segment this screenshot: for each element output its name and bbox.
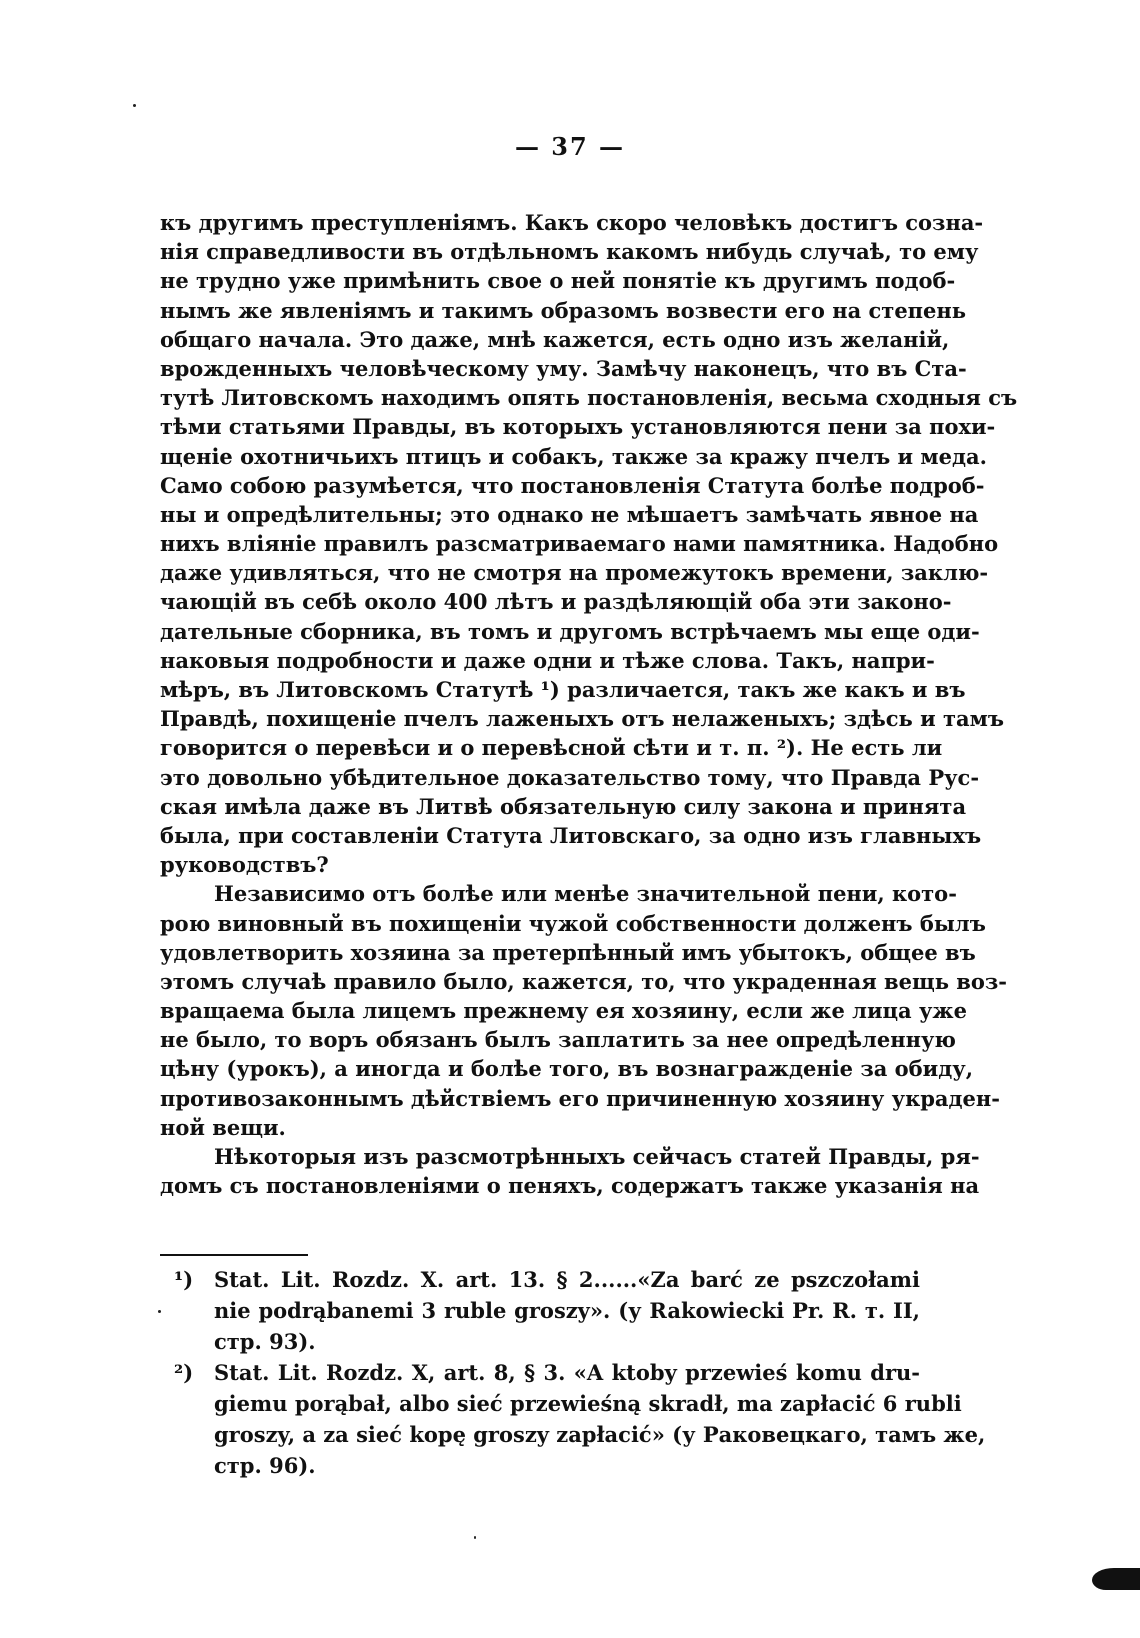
footnotes bbox=[174, 1264, 986, 1481]
scan-edge-artifact bbox=[1092, 1568, 1140, 1590]
text-line: щеніе охотничьихъ птицъ и собакъ, также за кражу пчелъ и меда. bbox=[160, 443, 987, 469]
footnote-line bbox=[174, 1388, 962, 1419]
text-line: говорится о перевѣси и о перевѣсной сѣти и т. п. ²). Не есть ли bbox=[160, 735, 943, 761]
scan-speck bbox=[158, 1310, 161, 1313]
text-line: чающій въ себѣ около 400 лѣтъ и раздѣляющій оба эти законо- bbox=[160, 589, 952, 615]
footnote-text: стр. 93). bbox=[214, 1329, 316, 1354]
footnote-marker: ¹) bbox=[174, 1267, 194, 1292]
text-line: ной вещи. bbox=[160, 1114, 286, 1140]
text-line: Независимо отъ болѣе или менѣе значительной пени, кото- bbox=[214, 881, 957, 907]
footnote-line bbox=[174, 1357, 920, 1388]
footnote-text: groszy, a za sieć kopę groszy zapłacić» (у Раковецкаго, тамъ же, bbox=[214, 1422, 986, 1447]
text-line: рою виновный въ похищеніи чужой собственности долженъ былъ bbox=[160, 910, 986, 936]
footnote-text: nie podrąbanemi 3 ruble groszy». (у Rakowiecki Pr. R. т. II, bbox=[214, 1298, 920, 1323]
text-line: тѣми статьями Правды, въ которыхъ установляются пени за похи- bbox=[160, 414, 996, 440]
footnote-divider bbox=[160, 1254, 308, 1256]
text-line: нымъ же явленіямъ и такимъ образомъ возвести его на степень bbox=[160, 297, 967, 323]
text-line: къ другимъ преступленіямъ. Какъ скоро человѣкъ достигъ созна- bbox=[160, 210, 984, 235]
footnote-line bbox=[174, 1450, 920, 1481]
footnote-line bbox=[174, 1264, 920, 1295]
text-line: даже удивляться, что не смотря на промежутокъ времени, заклю- bbox=[160, 560, 989, 586]
text-line: нія справедливости въ отдѣльномъ какомъ нибудь случаѣ, то ему bbox=[160, 239, 979, 265]
text-line: это довольно убѣдительное доказательство тому, что Правда Рус- bbox=[160, 764, 980, 790]
text-line: нихъ вліяніе правилъ разсматриваемаго нами памятника. Надобно bbox=[160, 531, 999, 557]
text-line: этомъ случаѣ правило было, кажется, то, что украденная вещь воз- bbox=[160, 968, 1008, 994]
scan-speck bbox=[133, 104, 136, 107]
text-line: руководствъ? bbox=[160, 852, 329, 878]
footnote-marker: ²) bbox=[174, 1360, 194, 1385]
text-line: не трудно уже примѣнить свое о ней понятіе къ другимъ подоб- bbox=[160, 268, 956, 294]
text-line: противозаконнымъ дѣйствіемъ его причиненную хозяину украден- bbox=[160, 1085, 1000, 1111]
text-line: была, при составленіи Статута Литовскаго, за одно изъ главныхъ bbox=[160, 822, 982, 848]
page-number: — 37 — bbox=[514, 132, 626, 161]
text-line: Правдѣ, похищеніе пчелъ лаженыхъ отъ нелаженыхъ; здѣсь и тамъ bbox=[160, 706, 1004, 732]
footnote-line bbox=[174, 1295, 920, 1326]
text-line: цѣну (урокъ), а иногда и болѣе того, въ вознагражденіе за обиду, bbox=[160, 1056, 974, 1082]
footnote-text: Stat. Lit. Rozdz. X. art. 13. § 2......«Za barć ze pszczołami bbox=[214, 1267, 920, 1292]
footnote-line bbox=[174, 1326, 920, 1357]
text-line: мѣръ, въ Литовскомъ Статутѣ ¹) различается, такъ же какъ и въ bbox=[160, 677, 966, 702]
footnote-line bbox=[174, 1419, 986, 1450]
text-line: не было, то воръ обязанъ былъ заплатить за нее опредѣленную bbox=[160, 1027, 956, 1053]
text-line: общаго начала. Это даже, мнѣ кажется, есть одно изъ желаній, bbox=[160, 326, 950, 352]
text-line: удовлетворить хозяина за претерпѣнный имъ убытокъ, общее въ bbox=[160, 939, 976, 965]
footnote-text: giemu porąbał, albo sieć przewieśną skradł, ma zapłacić 6 rubli bbox=[214, 1391, 962, 1416]
text-line: дательные сборника, въ томъ и другомъ встрѣчаемъ мы еще оди- bbox=[160, 618, 980, 644]
text-line: вращаема была лицемъ прежнему ея хозяину, если же лица уже bbox=[160, 998, 967, 1024]
text-line: врожденныхъ человѣческому уму. Замѣчу наконецъ, что въ Ста- bbox=[160, 355, 967, 381]
text-line: Само собою разумѣется, что постановленія Статута болѣе подроб- bbox=[160, 472, 985, 498]
text-line: домъ съ постановленіями о пеняхъ, содержатъ также указанія на bbox=[160, 1173, 980, 1199]
main-text bbox=[160, 208, 1018, 1200]
footnote-text: Stat. Lit. Rozdz. X, art. 8, § 3. «A ktoby przewieś komu dru- bbox=[214, 1360, 920, 1385]
text-line: наковыя подробности и даже одни и тѣже слова. Такъ, напри- bbox=[160, 647, 935, 673]
scan-speck bbox=[474, 1536, 476, 1539]
footnote bbox=[174, 1264, 920, 1357]
text-line: ская имѣла даже въ Литвѣ обязательную силу закона и принята bbox=[160, 793, 967, 819]
text-line: ны и опредѣлительны; это однако не мѣшаетъ замѣчать явное на bbox=[160, 501, 979, 527]
footnote-text: стр. 96). bbox=[214, 1453, 316, 1478]
text-line: тутѣ Литовскомъ находимъ опять постановленія, весьма сходныя съ bbox=[160, 385, 1018, 411]
footnote bbox=[174, 1357, 986, 1481]
text-line: Нѣкоторыя изъ разсмотрѣнныхъ сейчасъ статей Правды, ря- bbox=[214, 1144, 980, 1169]
